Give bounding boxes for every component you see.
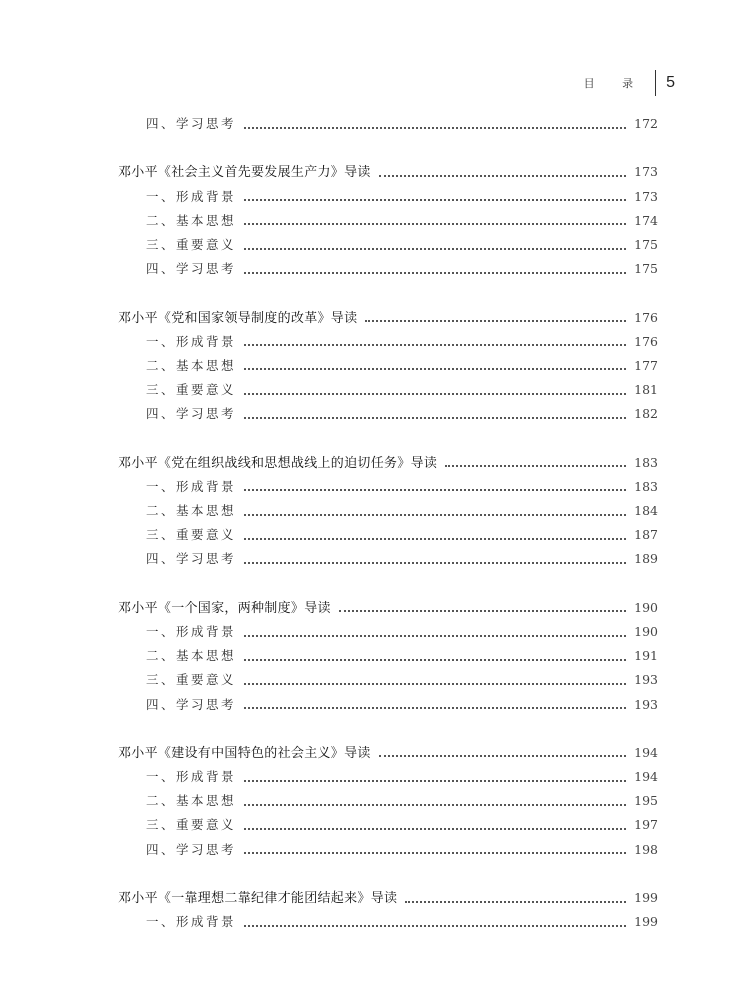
dot-leader (244, 343, 626, 346)
header-divider (655, 70, 656, 96)
toc-entry-title: 一、形成背景 (146, 769, 237, 785)
section-spacer (118, 717, 658, 741)
toc-page-number: 199 (634, 914, 658, 930)
toc-section-entry[interactable] (118, 644, 658, 668)
dot-leader (244, 222, 626, 225)
toc-entry-title: 邓小平《一靠理想二靠纪律才能团结起来》导读 (118, 891, 398, 906)
toc-entry-title: 一、形成背景 (146, 188, 237, 204)
toc-entry-title: 二、基本思想 (146, 648, 237, 664)
toc-page-number: 183 (634, 454, 658, 470)
toc-section-entry[interactable] (118, 693, 658, 717)
toc-page-number: 174 (634, 212, 658, 228)
dot-leader (244, 488, 626, 491)
toc-page-number: 173 (634, 188, 658, 204)
dot-leader (244, 658, 626, 661)
dot-leader (244, 827, 626, 830)
toc-page-number: 195 (634, 793, 658, 809)
toc-page-number: 172 (634, 116, 658, 131)
toc-page-number: 190 (634, 599, 658, 615)
toc-entry-title: 四、学习思考 (146, 261, 237, 277)
toc-chapter-entry[interactable] (118, 306, 658, 330)
toc-entry-title: 邓小平《社会主义首先要发展生产力》导读 (118, 165, 371, 181)
toc-entry-title: 四、学习思考 (146, 696, 237, 712)
toc-page-number: 198 (634, 841, 658, 857)
toc-section-entry[interactable] (118, 233, 658, 257)
toc-page-number: 173 (634, 164, 658, 180)
dot-leader (379, 174, 626, 177)
dot-leader (244, 367, 626, 370)
toc-entry-title: 四、学习思考 (146, 406, 237, 422)
dot-leader (244, 682, 626, 685)
toc-page-number: 175 (634, 261, 658, 277)
toc-section-entry[interactable] (118, 668, 658, 692)
toc-page-number: 199 (634, 890, 658, 905)
toc-chapter-entry[interactable] (118, 886, 658, 910)
dot-leader (244, 198, 626, 201)
toc-chapter-entry[interactable] (118, 596, 658, 620)
dot-leader (244, 851, 626, 854)
toc-entry-title: 三、重要意义 (146, 382, 237, 398)
toc-entry-title: 邓小平《党和国家领导制度的改革》导读 (118, 310, 358, 326)
dot-leader (244, 706, 626, 709)
toc-section-entry[interactable] (118, 813, 658, 837)
toc-entry-title: 二、基本思想 (146, 212, 237, 228)
toc-chapter-entry[interactable] (118, 160, 658, 184)
dot-leader (365, 319, 626, 322)
toc-page-number: 187 (634, 527, 658, 543)
header-page-number: 5 (666, 74, 675, 91)
dot-leader (244, 392, 626, 395)
dot-leader (244, 513, 626, 516)
toc-page-number: 191 (634, 648, 658, 664)
toc-section-entry[interactable] (118, 789, 658, 813)
dot-leader (379, 754, 626, 757)
section-spacer (118, 426, 658, 450)
section-spacer (118, 862, 658, 886)
toc-section-entry[interactable] (118, 475, 658, 499)
toc-entry-title: 二、基本思想 (146, 357, 237, 373)
running-header (584, 70, 675, 96)
toc-section-entry[interactable] (118, 499, 658, 523)
toc-section-entry[interactable] (118, 523, 658, 547)
header-title: 目 录 (583, 77, 646, 90)
toc-section-entry[interactable] (118, 547, 658, 571)
toc-page-number: 176 (634, 333, 658, 349)
toc-page-number: 190 (634, 623, 658, 639)
toc-page-number: 193 (634, 696, 658, 712)
toc-section-entry[interactable] (118, 209, 658, 233)
dot-leader (244, 247, 626, 250)
toc-entry-title: 一、形成背景 (146, 333, 237, 349)
toc-entry-title: 二、基本思想 (146, 503, 237, 518)
toc-entry-title: 二、基本思想 (146, 793, 237, 809)
toc-section-entry[interactable] (118, 378, 658, 402)
toc-page-number: 182 (634, 406, 658, 422)
dot-leader (405, 900, 626, 903)
section-spacer (118, 281, 658, 305)
toc-section-entry[interactable] (118, 354, 658, 378)
dot-leader (244, 416, 626, 419)
toc-entry-title: 三、重要意义 (146, 236, 237, 252)
toc-entry-title: 四、学习思考 (146, 841, 237, 857)
dot-leader (339, 609, 626, 612)
toc-entry-title: 四、学习思考 (146, 551, 237, 567)
toc-entry-title: 三、重要意义 (146, 672, 237, 688)
toc-section-entry[interactable] (118, 765, 658, 789)
toc-entry-title: 一、形成背景 (146, 914, 237, 930)
toc-section-entry[interactable] (118, 185, 658, 209)
dot-leader (244, 537, 626, 540)
toc-page-number: 183 (634, 478, 658, 494)
toc-page-number: 193 (634, 672, 658, 688)
dot-leader (244, 561, 626, 564)
toc-page-number: 181 (634, 382, 658, 398)
toc-section-entry[interactable] (118, 402, 658, 426)
toc-page-number: 177 (634, 357, 658, 373)
toc-chapter-entry[interactable] (118, 741, 658, 765)
dot-leader (244, 779, 626, 782)
toc-entry-title: 三、重要意义 (146, 527, 237, 543)
section-spacer (118, 136, 658, 160)
table-of-contents (118, 112, 658, 934)
toc-entry-title: 邓小平《一个国家，两种制度》导读 (118, 600, 331, 616)
toc-page-number: 194 (634, 744, 658, 760)
toc-page-number: 176 (634, 309, 658, 325)
toc-section-entry[interactable] (118, 112, 658, 136)
toc-page-number: 184 (634, 503, 658, 518)
toc-section-entry[interactable] (118, 257, 658, 281)
section-spacer (118, 572, 658, 596)
dot-leader (244, 634, 626, 637)
toc-entry-title: 三、重要意义 (146, 817, 237, 833)
toc-section-entry[interactable] (118, 330, 658, 354)
dot-leader (445, 464, 626, 467)
dot-leader (244, 271, 626, 274)
toc-page-number: 175 (634, 236, 658, 252)
toc-page-number: 189 (634, 551, 658, 567)
toc-entry-title: 一、形成背景 (146, 478, 237, 494)
toc-section-entry[interactable] (118, 620, 658, 644)
toc-page-number: 194 (634, 769, 658, 785)
toc-entry-title: 一、形成背景 (146, 623, 237, 639)
toc-entry-title: 四、学习思考 (146, 116, 237, 131)
toc-entry-title: 邓小平《党在组织战线和思想战线上的迫切任务》导读 (118, 455, 438, 471)
toc-section-entry[interactable] (118, 838, 658, 862)
toc-chapter-entry[interactable] (118, 451, 658, 475)
toc-entry-title: 邓小平《建设有中国特色的社会主义》导读 (118, 745, 371, 761)
dot-leader (244, 924, 626, 927)
toc-page-number: 197 (634, 817, 658, 833)
toc-section-entry[interactable] (118, 910, 658, 934)
dot-leader (244, 803, 626, 806)
dot-leader (244, 126, 626, 129)
